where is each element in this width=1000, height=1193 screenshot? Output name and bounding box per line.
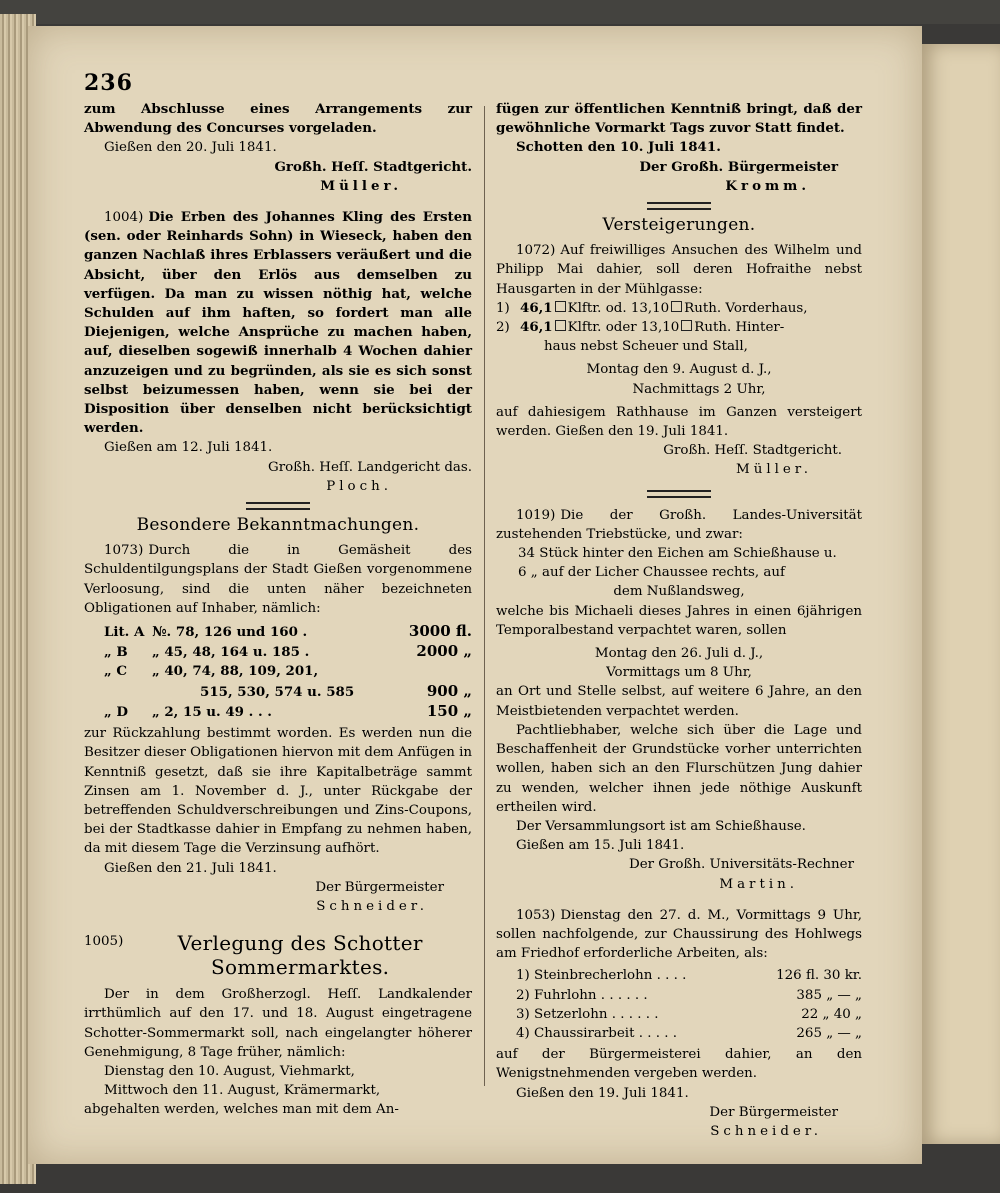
lot-row: „ C „ 40, 74, 88, 109, 201, — [104, 663, 319, 680]
field-item: 6 „ auf der Licher Chaussee rechts, auf — [518, 565, 785, 581]
notice-number: 1073) — [104, 543, 144, 559]
lot-row: „ D „ 2, 15 u. 49 . . . 150 „ — [104, 701, 472, 720]
section-heading: Besondere Bekanntmachungen. — [136, 515, 420, 536]
notice-place-date: Gießen den 21. Juli 1841. — [104, 860, 277, 876]
section-heading: Versteigerungen. — [602, 215, 756, 236]
notice-1072: 1072) Auf freiwilliges Ansuchen des Wilhelm und Philipp Mai dahier, soll deren Hofraithe nebst Hausgarten in der Mühlgasse: — [496, 243, 862, 297]
property-item: 1) 46,1 Klftr. od. 13,10 Ruth. Vorderhaus, — [496, 299, 808, 316]
square-symbol — [555, 320, 566, 331]
right-column — [496, 100, 862, 1141]
work-row: 3) Setzerlohn . . . . . . 22 „ 40 „ — [516, 1006, 862, 1022]
notice-place-date: Gießen den 20. Juli 1841. — [104, 140, 277, 156]
left-column — [84, 100, 472, 1120]
notice-place-date: Schotten den 10. Juli 1841. — [516, 139, 721, 156]
notice-signature: Müller. — [320, 177, 402, 194]
page-number: 236 — [84, 70, 133, 96]
auction-date: Montag den 9. August d. J., — [586, 362, 772, 378]
notice-authority: Der Großh. Universitäts-Rechner — [628, 857, 854, 873]
notice-1019-body: Der Versammlungsort ist am Schießhause. — [516, 818, 806, 834]
notice-number: 1019) — [516, 507, 556, 523]
notice-1019-body: Pachtliebhaber, welche sich über die Lage und Beschaffenheit der Grundstücke vorher unterrichten wollen, haben sich an den Flurschützen Jung dahier zu wenden, welcher ihnen jede nöthige Auskunft ertheilen wird. — [496, 722, 862, 815]
section-rule — [246, 502, 310, 510]
square-symbol — [555, 301, 566, 312]
field-item: 34 Stück hinter den Eichen am Schießhause u. — [518, 546, 837, 562]
section-rule — [647, 490, 711, 498]
market-day: Dienstag den 10. August, Viehmarkt, — [104, 1063, 355, 1079]
notice-1073-body: zur Rückzahlung bestimmt worden. Es werden nun die Besitzer dieser Obligationen hiervon mit dem Anfügen in Kenntniß gesetzt, daß sie ihre Kapitalbeträge sammt Zinsen am 1. November d. J., unter Rückgabe der betreffenden Schuldverschreibungen und Zins-Coupons, bei der Stadtkasse dahier in Empfang zu nehmen haben, da mit diesem Tage die Verzinsung aufhört. — [84, 726, 472, 857]
notice-signature: Müller. — [735, 462, 812, 478]
market-day: Mittwoch den 11. August, Krämermarkt, — [104, 1083, 381, 1099]
notice-number: 1072) — [516, 243, 556, 259]
notice-authority: Der Bürgermeister — [315, 879, 444, 895]
notice-1005-header — [84, 928, 472, 985]
notice-place-date: Gießen den 19. Juli 1841. — [516, 1085, 689, 1101]
notice-1004: 1004) Die Erben des Johannes Kling des Ersten (sen. oder Reinhards Sohn) in Wieseck, haben den ganzen Nachlaß ihres Erblassers veräußert und die Absicht, über den Erlös aus demselben zu verfügen. Da man zu wissen nöthig hat, welche Schulden auf ihm haften, so fordert man alle Diejenigen, welche Ansprüche zu machen haben, auf, dieselben sogewiß innerhalb 4 Wochen dahier anzuzeigen und zu begründen, als sie es sich sonst selbst beizumessen haben, wenn sie bei der Disposition über denselben nicht berücksichtigt werden. — [84, 209, 472, 437]
continued-notice: fügen zur öffentlichen Kenntniß bringt, daß der gewöhnliche Vormarkt Tags zuvor Statt findet. — [496, 101, 862, 137]
property-item-cont: haus nebst Scheuer und Stall, — [544, 339, 748, 355]
lot-row: „ B „ 45, 48, 164 u. 185 . 2000 „ — [104, 642, 472, 661]
lot-row: 515, 530, 574 u. 585 900 „ — [200, 681, 472, 700]
continued-notice: zum Abschlusse eines Arrangements zur Abwendung des Concurses vorgeladen. — [84, 101, 472, 137]
notice-signature: Martin. — [719, 876, 798, 892]
section-rule — [647, 202, 711, 210]
notice-authority: Der Großh. Bürgermeister — [639, 158, 838, 175]
square-symbol — [681, 320, 692, 331]
notice-place-date: Gießen am 15. Juli 1841. — [516, 838, 685, 854]
notice-signature: Schneider. — [710, 1123, 822, 1139]
notice-authority: Großh. Heſſ. Landgericht das. — [268, 459, 472, 475]
work-row: 4) Chaussirarbeit . . . . . 265 „ — „ — [516, 1025, 862, 1041]
lease-time: Vormittags um 8 Uhr, — [606, 665, 752, 681]
notice-number: 1005) — [84, 934, 124, 950]
notice-number: 1004) — [104, 210, 144, 226]
notice-1019: 1019) Die der Großh. Landes-Universität zustehenden Triebstücke, und zwar: — [496, 507, 862, 542]
notice-1073: 1073) Durch die in Gemäsheit des Schuldentilgungsplans der Stadt Gießen vorgenommene Verloosung, sind die unten näher bezeichneten Obligationen auf Inhaber, nämlich: — [84, 543, 472, 616]
works-table — [516, 966, 862, 1043]
work-row: 2) Fuhrlohn . . . . . . 385 „ — „ — [516, 987, 862, 1003]
lease-date: Montag den 26. Juli d. J., — [594, 646, 764, 662]
notice-authority: Großh. Heſſ. Stadtgericht. — [663, 443, 842, 459]
notice-signature: Kromm. — [725, 177, 810, 194]
facing-page-edge — [922, 44, 1000, 1144]
column-divider — [484, 106, 485, 1086]
notice-1019-body: welche bis Michaeli dieses Jahres in einen 6jährigen Temporalbestand verpachtet waren, sollen — [496, 603, 862, 638]
notice-1005: Der in dem Großherzogl. Heſſ. Landkalender irrthümlich auf den 17. und 18. August eingetragene Schotter-Sommermarkt soll, nach eingelangter höherer Genehmigung, 8 Tage früher, nämlich: — [84, 987, 472, 1060]
book-top-edge — [0, 0, 1000, 24]
notice-signature: Schneider. — [316, 898, 428, 914]
lots-table — [104, 622, 472, 722]
work-row: 1) Steinbrecherlohn . . . . 126 fl. 30 kr. — [516, 968, 862, 984]
notice-1019-body: an Ort und Stelle selbst, auf weitere 6 Jahre, an den Meistbietenden verpachtet werden. — [496, 684, 862, 719]
auction-time: Nachmittags 2 Uhr, — [632, 381, 766, 397]
notice-1053-body: auf der Bürgermeisterei dahier, an den Wenigstnehmenden vergeben werden. — [496, 1047, 862, 1082]
notice-authority: Großh. Heſſ. Stadtgericht. — [274, 158, 472, 175]
notice-place-date: Gießen am 12. Juli 1841. — [104, 440, 273, 456]
notice-1053: 1053) Dienstag den 27. d. M., Vormittags 9 Uhr, sollen nachfolgende, zur Chaussirung des Hohlwegs am Friedhof erforderliche Arbeiten, als: — [496, 907, 862, 962]
section-heading: Verlegung des Schotter Sommermarktes. — [177, 931, 423, 980]
notice-signature: Ploch. — [326, 478, 392, 494]
property-item: 2) 46,1 Klftr. oder 13,10 Ruth. Hinter- — [496, 319, 785, 336]
notice-1072-body: auf dahiesigem Rathhause im Ganzen versteigert werden. Gießen den 19. Juli 1841. — [496, 404, 862, 440]
notice-1005-body: abgehalten werden, welches man mit dem An- — [84, 1102, 399, 1118]
notice-number: 1053) — [516, 907, 556, 923]
lot-row: Lit. A №. 78, 126 und 160 . 3000 fl. — [104, 622, 472, 641]
field-item-cont: dem Nußlandsweg, — [613, 584, 745, 600]
square-symbol — [671, 301, 682, 312]
notice-authority: Der Bürgermeister — [709, 1104, 838, 1120]
